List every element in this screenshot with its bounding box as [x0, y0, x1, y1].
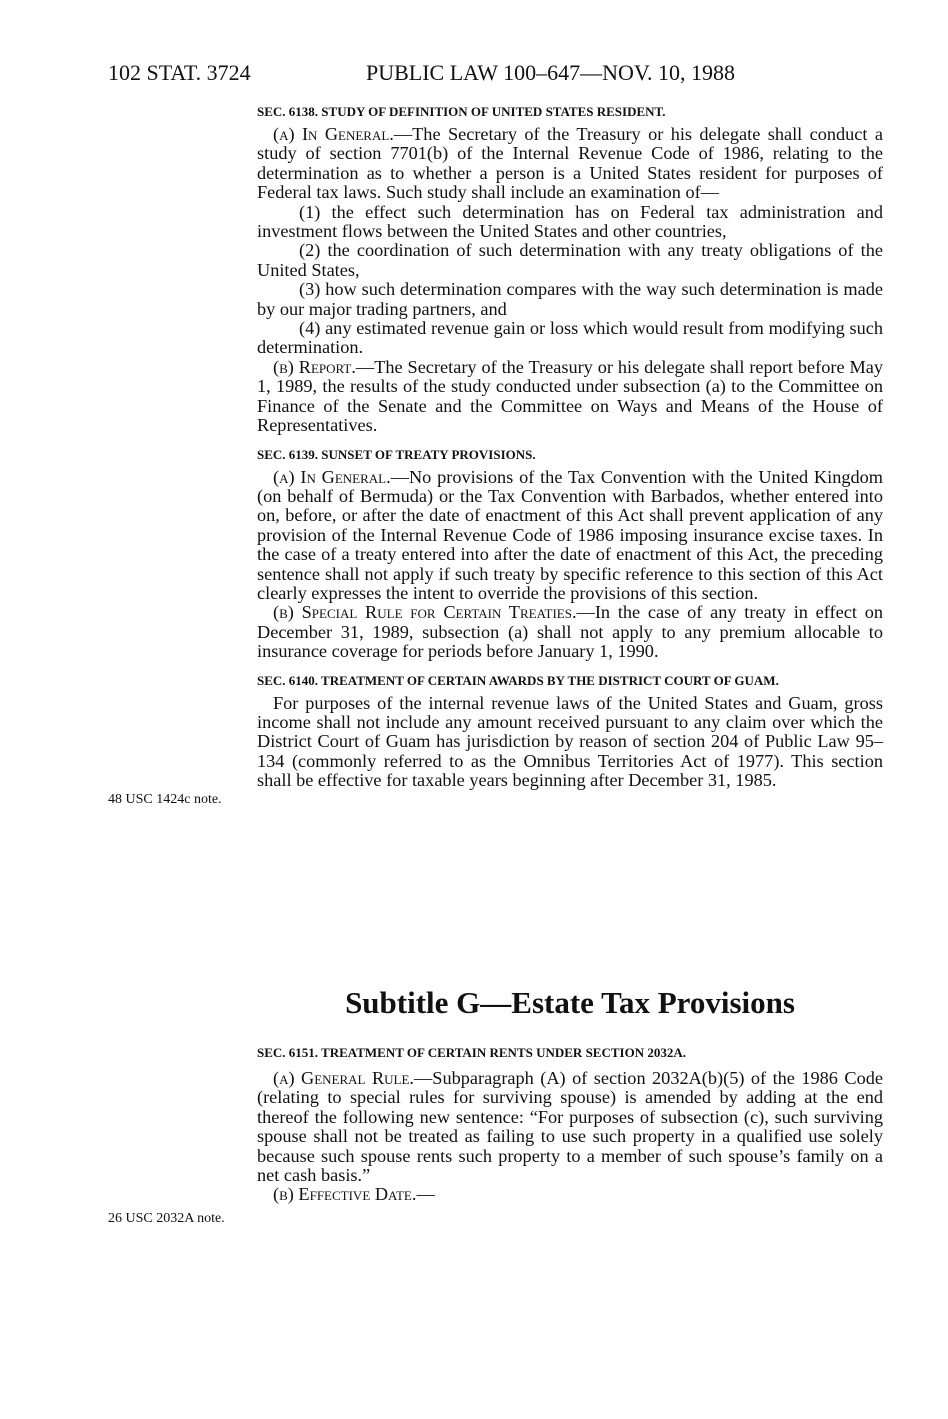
- public-law-title: PUBLIC LAW 100–647—NOV. 10, 1988: [366, 60, 735, 85]
- stat-page-number: 102 STAT. 3724: [108, 60, 251, 85]
- running-header: [108, 60, 888, 90]
- margin-note-26-usc: 26 USC 2032A note.: [108, 1211, 225, 1226]
- margin-note-48-usc: 48 USC 1424c note.: [108, 792, 222, 807]
- section-6138-subsection-a: [257, 125, 883, 203]
- main-text-column: [257, 104, 883, 791]
- subsection-text: —No provisions of the Tax Convention with the United Kingdom (on behalf of Bermuda) or the Tax Convention with Barbados, whether entered into on, before, or after the date of enactment of this Act shall prevent application of any provision of the Internal Revenue Code of 1986 imposing insurance excise taxes. In the case of a treaty entered into after the date of enactment of this Act, the preceding sentence shall not apply if such treaty by specific reference to this section of this Act clearly expresses the intent to override the provisions of this section.: [257, 466, 883, 603]
- subsection-label: (b) Special Rule for Certain Treaties.: [273, 602, 577, 623]
- section-6139-subsection-b: [257, 603, 883, 661]
- section-6138-item-1: (1) the effect such determination has on Federal tax administration and investment flows between the United States and other countries,: [257, 201, 883, 242]
- section-6138-subsection-b: [257, 358, 883, 436]
- subsection-label: (a) In General.: [273, 124, 394, 144]
- section-6138-item-2: (2) the coordination of such determination with any treaty obligations of the United States,: [257, 240, 883, 280]
- subsection-text: —In the case of any treaty in effect on December 31, 1989, subsection (a) shall not apply to any premium allocable to insurance coverage for periods before January 1, 1990.: [257, 602, 883, 662]
- subtitle-heading: Subtitle G—Estate Tax Provisions: [345, 985, 795, 1020]
- subsection-label: (b) Effective Date.: [273, 1184, 417, 1205]
- section-6138-item-3: (3) how such determination compares with the way such determination is made by our major trading partners, and: [257, 279, 883, 319]
- section-6139-subsection-a: [257, 468, 883, 604]
- section-6151-subsection-b: [257, 1185, 883, 1204]
- section-6138-heading: SEC. 6138. STUDY OF DEFINITION OF UNITED STATES RESIDENT.: [257, 104, 666, 119]
- section-6138-item-4: (4) any estimated revenue gain or loss which would result from modifying such determination.: [257, 318, 883, 358]
- subsection-label: (b) Report.: [273, 356, 356, 377]
- section-6151-subsection-a: [257, 1069, 883, 1185]
- section-6139-heading: SEC. 6139. SUNSET OF TREATY PROVISIONS.: [257, 446, 536, 462]
- section-6140-heading: SEC. 6140. TREATMENT OF CERTAIN AWARDS BY THE DISTRICT COURT OF GUAM.: [257, 672, 779, 688]
- subsection-label: (a) General Rule.: [273, 1068, 414, 1088]
- subtitle-text-column: [257, 1045, 883, 1205]
- subsection-text: —Subparagraph (A) of section 2032A(b)(5) of the 1986 Code (relating to special rules for surviving spouse) is amended by adding at the end thereof the following new sentence: “For purposes of subsection (c), such surviving spouse shall not be treated as failing to use such property in a qualified use solely because such spouse rents such property to a member of such spouse’s family on a net cash basis.”: [257, 1068, 883, 1186]
- subsection-text: —: [416, 1184, 435, 1205]
- section-6151-heading: SEC. 6151. TREATMENT OF CERTAIN RENTS UNDER SECTION 2032A.: [257, 1045, 686, 1060]
- section-6140-text: For purposes of the internal revenue laws of the United States and Guam, gross income shall not include any amount received pursuant to any claim over which the District Court of Guam has jurisdiction by reason of section 204 of Public Law 95–134 (commonly referred to as the Omnibus Territories Act of 1977). This section shall be effective for taxable years beginning after December 31, 1985.: [257, 692, 883, 791]
- subsection-label: (a) In General.: [273, 466, 391, 487]
- subsection-text: —The Secretary of the Treasury or his delegate shall conduct a study of section 7701(b) of the Internal Revenue Code of 1986, relating to the determination as to whether a person is a United States resident for purposes of Federal tax laws. Such study shall include an examination of—: [257, 124, 883, 203]
- subsection-text: —The Secretary of the Treasury or his delegate shall report before May 1, 1989, the results of the study conducted under subsection (a) to the Committee on Finance of the Senate and the Committee on Ways and Means of the House of Representatives.: [257, 356, 883, 436]
